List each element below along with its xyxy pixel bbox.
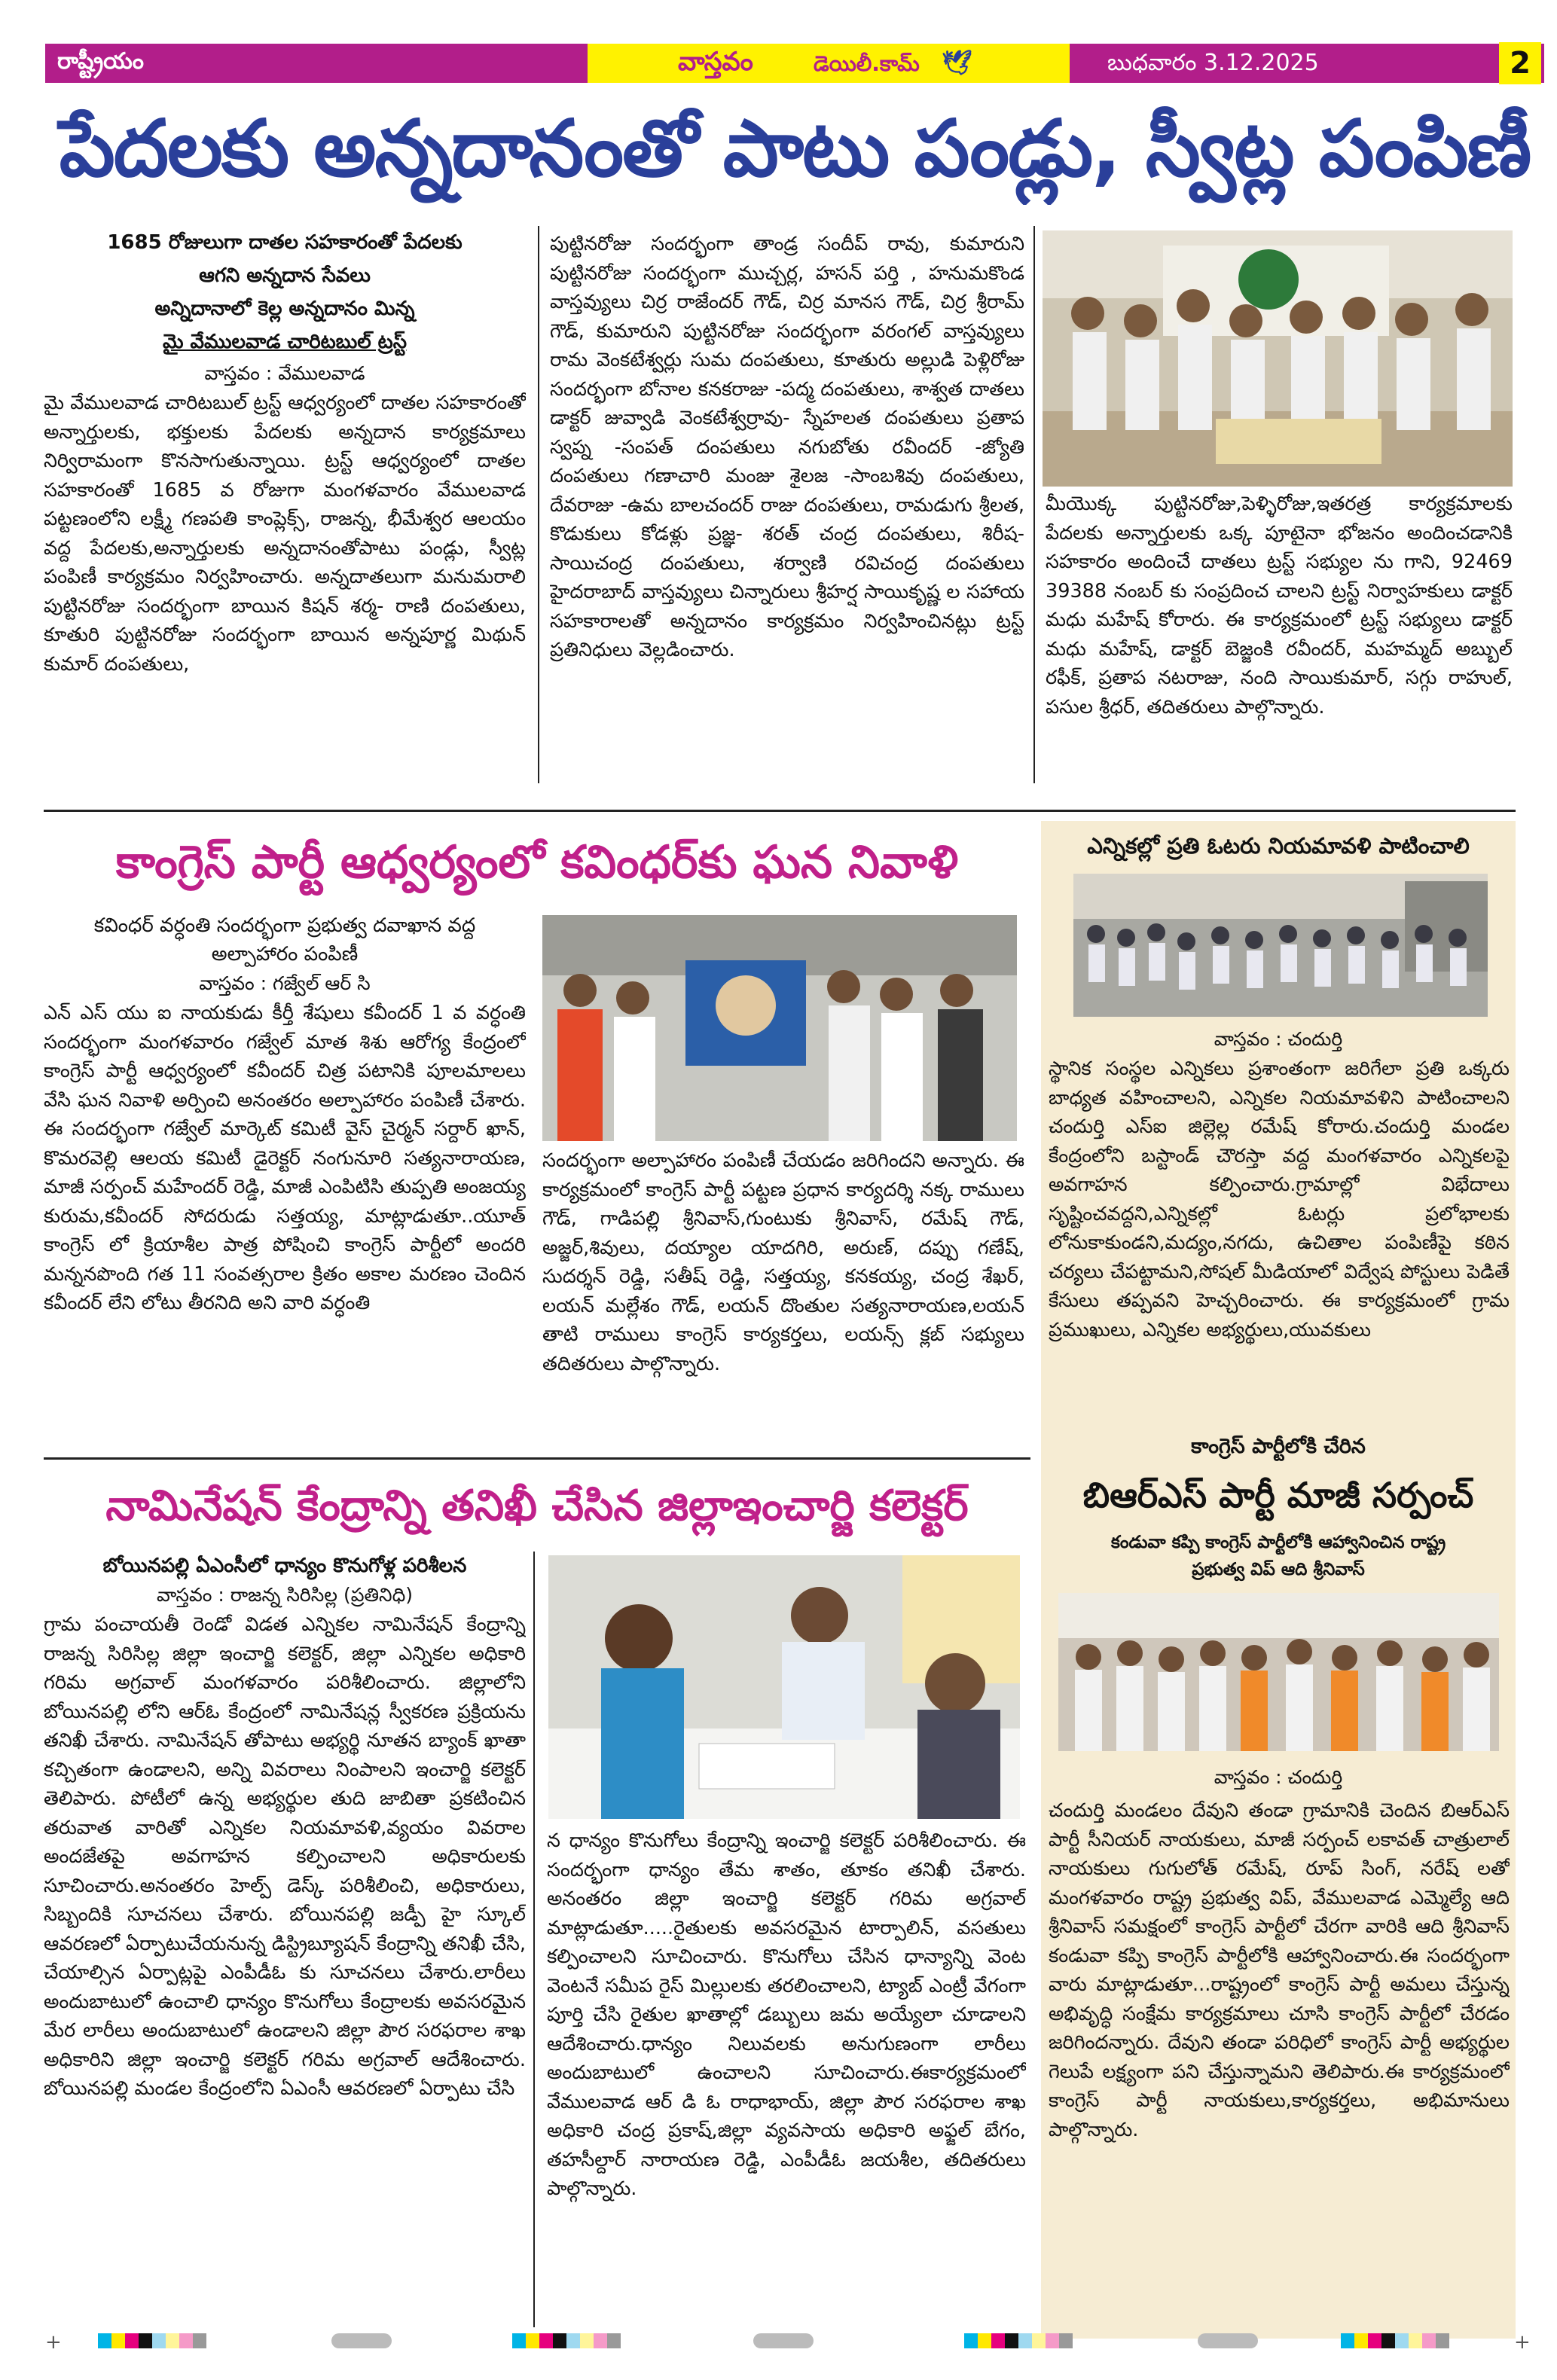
article2-sub-1: కవింధర్ వర్ధంతి సందర్భంగా ప్రభుత్వ దవాఖాన వద్ద (93, 914, 476, 937)
sidebar2-text: చందుర్తి మండలం దేవుని తండా గ్రామానికి చెందిన బిఆర్ఎస్ పార్టీ సీనియర్ నాయకులు, మాజీ సర్పంచ్ లకావత్ చాత్రులాల్ నాయకులు గుగులోత్ రమేష్, రూప్ సింగ్, నరేష్ లతో మంగళవారం రాష్ట్ర ప్రభుత్వ విప్, వేములవాడ ఎమ్మెల్యే ఆది శ్రీనివాస్ సమక్షంలో కాంగ్రెస్ పార్టీలో చేరగా వారికి ఆది శ్రీనివాస్ కండువా కప్పి కాంగ్రెస్ పార్టీలోకి ఆహ్వానించారు.ఈ సందర్భంగా వారు మాట్లాడుతూ...రాష్ట్రంలో కాంగ్రెస్ పార్టీ అమలు చేస్తున్న అభివృద్ధి సంక్షేమ కార్యక్రమాలు చూసి కాంగ్రెస్ పార్టీలో చేరడం జరిగిందన్నారు. దేవుని తండా పరిధిలో కాంగ్రెస్ పార్టీ అభ్యర్థుల గెలుపే లక్ష్యంగా పని చేస్తున్నామని తెలిపారు.ఈ కార్యక్రమంలో కాంగ్రెస్ పార్టీ నాయకులు,కార్యకర్తలు, అభిమానులు పాల్గొన్నారు. (1049, 1799, 1510, 2141)
article1-sub-3: అన్నిదానాలో కెల్ల అన్నదానం మిన్న (154, 298, 415, 320)
article2-column-2 (542, 1146, 1024, 1455)
article1-caption-block (1046, 490, 1513, 791)
sidebar1-text: స్థానిక సంస్థల ఎన్నికలు ప్రశాంతంగా జరిగేలా ప్రతి ఒక్కరు బాధ్యత వహించాలని, ఎన్నికల నియమావళిని పాటించాలని చందుర్తి ఎస్ఐ జిల్లెల్ల రమేష్ కోరారు.చందుర్తి మండల కేంద్రంలోని బస్టాండ్ చౌరస్తా వద్ద మంగళవారం ఎన్నికలపై అవగాహన కల్పించారు.గ్రామాల్లో విభేదాలు సృష్టించవద్దని,ఎన్నికల్లో ఓటర్లు ప్రలోభాలకు లోనుకాకుండని,మద్యం,నగదు, ఉచితాల పంపిణీపై కఠిన చర్యలు చేపట్టామని,సోషల్ మీడియాలో విద్వేష పోస్టులు పెడితే కేసులు తప్పవని హెచ్చరించారు. ఈ కార్యక్రమంలో గ్రామ ప్రముఖులు, ఎన్నికల అభ్యర్థులు,యువకులు (1049, 1057, 1510, 1341)
page-number: 2 (1499, 42, 1541, 84)
article3-sub-1: బోయినపల్లి ఏఎంసీలో ధాన్యం కొనుగోళ్ల పరిశీలన (102, 1555, 467, 1577)
sidebar2-sub-1: కండువా కప్పి కాంగ్రెస్ పార్టీలోకి ఆహ్వానించిన రాష్ట్ర (1110, 1533, 1446, 1552)
article2-text-2: సందర్భంగా అల్పాహారం పంపిణీ చేయడం జరిగిందని అన్నారు. ఈ కార్యక్రమంలో కాంగ్రెస్ పార్టీ పట్టణ ప్రధాన కార్యదర్శి నక్క రాములు గౌడ్, గాడిపల్లి శ్రీనివాస్,గుంటుకు శ్రీనివాస్, రమేష్ గౌడ్, అజ్జర్,శివులు, దయ్యాల యాదగిరి, అరుణ్, దప్పు గణేష్, సుదర్శన్ రెడ్డి, సతీష్ రెడ్డి, సత్తయ్య, కనకయ్య, చంద్ర శేఖర్, లయన్ మల్లేశం గౌడ్, లయన్ దొంతుల సత్యనారాయణ,లయన్ తాటి రాములు కాంగ్రెస్ కార్యకర్తలు, లయన్స్ క్లబ్ సభ్యులు తదితరులు పాల్గొన్నారు. (542, 1149, 1024, 1375)
sidebar2-sub-2: ప్రభుత్వ విప్ ఆది శ్రీనివాస్ (1192, 1560, 1365, 1579)
issue-date: బుధవారం 3.12.2025 (1107, 50, 1319, 76)
gray-bar (331, 2333, 392, 2348)
crop-mark: + (1514, 2331, 1531, 2354)
color-bar (1341, 2333, 1449, 2348)
article1-caption: మీయొక్క పుట్టినరోజు,పెళ్ళిరోజు,ఇతరత్ర కార్యక్రమాలకు పేదలకు అన్నార్తులకు ఒక్క పూటైనా భోజనం అందించడానికి సహకారం అందించే దాతలు ట్రస్ట్ సభ్యుల ను గాని, 92469 39388 నంబర్ కు సంప్రదించ చాలని ట్రస్ట్ నిర్వాహకులు డాక్టర్ మధు మహేష్ కోరారు. ఈ కార్యక్రమంలో ట్రస్ట్ సభ్యులు డాక్టర్ మధు మహేష్, డాక్టర్ బెజ్జంకి రవీందర్, మహమ్మద్ అబ్బుల్ రఫీక్, ప్రతాప నటరాజు, నంది సాయికుమార్, సగ్గు రాహుల్, పసుల శ్రీధర్, తదితరులు పాల్గొన్నారు. (1046, 493, 1513, 719)
sidebar2-headline: బిఆర్ఎస్ పార్టీ మాజీ సర్పంచ్ (1082, 1475, 1474, 1515)
sidebar2-kicker: కాంగ్రెస్ పార్టీలోకి చేరిన (1191, 1435, 1366, 1458)
article2-dateline: వాస్తవం : గజ్వేల్ ఆర్ సి (199, 972, 371, 994)
article1-text-1: మై వేములవాడ చారిటబుల్ ట్రస్ట్ ఆధ్వర్యంలో దాతల సహకారంతో అన్నార్తులకు, భక్తులకు పేదలకు అన్నదాన కార్యక్రమాలు నిర్విరామంగా కొనసాగుతున్నాయి. ట్రస్ట్ ఆధ్వర్యంలో దాతల సహకారంతో 1685 వ రోజుగా మంగళవారం వేములవాడ పట్టణంలోని లక్ష్మీ గణపతి కాంప్లెక్స్, రాజన్న, భీమేశ్వర ఆలయం వద్ద పేదలకు,అన్నార్తులకు అన్నదానంతోపాటు పండ్లు, స్వీట్ల పంపిణీ కార్యక్రమం నిర్వహించారు. అన్నదాతలుగా మనుమరాలి పుట్టినరోజు సందర్భంగా బాయిన కిషన్ శర్మ- రాణి దంపతులు, కూతురి పుట్టినరోజు సందర్భంగా బాయిన అన్నపూర్ణ మిథున్ కుమార్ దంపతులు, (44, 392, 526, 676)
article2-text-1: ఎన్ ఎస్ యు ఐ నాయకుడు కీర్తీ శేషులు కవీందర్ 1 వ వర్ధంతి సందర్భంగా మంగళవారం గజ్వేల్ మాత శిశు ఆరోగ్య కేంద్రంలో కాంగ్రెస్ పార్టీ ఆధ్వర్యంలో కవీందర్ చిత్ర పటానికి పూలమాలలు వేసి ఘన నివాళి అర్పించి అనంతరం అల్పాహారం పంపిణీ చేశారు. ఈ సందర్భంగా గజ్వేల్ మార్కెట్ కమిటీ వైస్ చైర్మన్ సర్దార్ ఖాన్, కొమరవెల్లి ఆలయ కమిటీ డైరెక్టర్ నంగునూరి సత్యనారాయణ, మాజీ సర్పంచ్ మహేందర్ రెడ్డి, మాజీ ఎంపిటిసి తుప్పతి అంజయ్య కురుమ,కవీందర్ సోదరుడు సత్తయ్య, మాట్లాడుతూ..యూత్ కాంగ్రెస్ లో క్రియాశీల పాత్ర పోషించి కాంగ్రెస్ పార్టీలో అందరి మన్ననపొంది గత 11 సంవత్సరాల క్రితం అకాల మరణం చెందిన కవీందర్ లేని లోటు తీరనిది అని వారి వర్ధంతి (44, 1002, 526, 1314)
column-divider (1033, 226, 1035, 783)
article1-photo (1043, 230, 1513, 487)
sidebar1-body (1049, 1054, 1510, 1423)
column-divider (533, 1552, 535, 2327)
header-bar (45, 44, 1544, 83)
article1-headline: పేదలకు అన్నదానంతో పాటు పండ్లు, స్వీట్ల పంపిణీ (59, 102, 1531, 194)
article2-photo (542, 915, 1017, 1141)
section-label: రాష్ట్రీయం (57, 48, 144, 75)
sidebar2-dateline: వాస్తవం : చందుర్తి (1214, 1766, 1343, 1788)
sidebar1-photo (1073, 874, 1488, 1017)
article3-text-1: గ్రామ పంచాయతీ రెండో విడత ఎన్నికల నామినేషన్ కేంద్రాన్ని రాజన్న సిరిసిల్ల జిల్లా ఇంచార్జి కలెక్టర్, జిల్లా ఎన్నికల అధికారి గరిమ అగ్రవాల్ మంగళవారం పరిశీలించారు. జిల్లాలోని బోయినపల్లి లోని ఆర్ఓ కేంద్రంలో నామినేషన్ల స్వీకరణ ప్రక్రియను తనిఖీ చేశారు. నామినేషన్ తోపాటు అభ్యర్థి నూతన బ్యాంక్ ఖాతా కచ్చితంగా ఉండాలని, అన్ని వివరాలు నింపాలని ఇంచార్జి కలెక్టర్ తెలిపారు. పోటీలో ఉన్న అభ్యర్థుల తుది జాబితా ప్రకటించిన తరువాత వారితో ఎన్నికల నియమావళి,వ్యయం వివరాల అందజేతపై అవగాహన కల్పించాలని అధికారులకు సూచించారు.అనంతరం హెల్ప్ డెస్క్ పరిశీలించి, అధికారులు, సిబ్బందికి సూచనలు చేశారు. బోయినపల్లి జడ్పీ హై స్కూల్ ఆవరణలో ఏర్పాటుచేయనున్న డిస్ట్రిబ్యూషన్ కేంద్రాన్ని తనిఖీ చేసి, చేయాల్సిన ఏర్పాట్లపై ఎంపీడీఓ కు సూచనలు చేశారు.లారీలు అందుబాటులో ఉంచాలి ధాన్యం కొనుగోలు కేంద్రాలకు అవసరమైన మేర లారీలు అందుబాటులో ఉండాలని జిల్లా పౌర సరఫరాల శాఖ అధికారిని జిల్లా ఇంచార్జి కలెక్టర్ గరిమ అగ్రవాల్ ఆదేశించారు. బోయినపల్లి మండల కేంద్రంలోని ఏఎంసీ ఆవరణలో ఏర్పాటు చేసి (44, 1613, 526, 2100)
article2-sub-2: అల్పాహారం పంపిణీ (211, 943, 359, 966)
article1-column-2 (550, 230, 1024, 802)
crop-mark: + (45, 2331, 62, 2354)
sidebar2-photo (1058, 1593, 1499, 1751)
article2-headline: కాంగ్రెస్ పార్టీ ఆధ్వర్యంలో కవింధర్‌కు ఘన నివాళి (115, 836, 959, 889)
article1-sub-2: ఆగని అన్నదాన సేవలు (199, 264, 371, 287)
sidebar1-headline: ఎన్నికల్లో ప్రతి ఓటరు నియమావళి పాటించాలి (1087, 833, 1470, 859)
article3-column-2 (547, 1826, 1026, 2339)
gray-bar (1198, 2333, 1258, 2348)
color-bar (512, 2333, 621, 2348)
article1-column-1 (44, 226, 526, 798)
color-bar (98, 2333, 206, 2348)
article3-text-2: న ధాన్యం కొనుగోలు కేంద్రాన్ని ఇంచార్జి కలెక్టర్ పరిశీలించారు. ఈ సందర్భంగా ధాన్యం తేమ శాతం, తూకం తనిఖీ చేశారు. అనంతరం జిల్లా ఇంచార్జి కలెక్టర్ గరిమ అగ్రవాల్ మాట్లాడుతూ.....రైతులకు అవసరమైన టార్పాలిన్, వసతులు కల్పించాలని సూచించారు. కొనుగోలు చేసిన ధాన్యాన్ని వెంట వెంటనే సమీప రైస్ మిల్లులకు తరలించాలని, ట్యాబ్ ఎంట్రీ వేగంగా పూర్తి చేసి రైతుల ఖాతాల్లో డబ్బులు జమ అయ్యేలా చూడాలని ఆదేశించారు.ధాన్యం నిలువలకు అనుగుణంగా లారీలు అందుబాటులో ఉంచాలని సూచించారు.ఈకార్యక్రమంలో వేములవాడ ఆర్ డి ఓ రాధాభాయ్, జిల్లా పౌర సరఫరాల శాఖ అధికారి చంద్ర ప్రకాష్,జిల్లా వ్యవసాయ అధికారి అఫ్జల్ బేగం, తహసీల్దార్ నారాయణ రెడ్డి, ఎంపీడీఓ జయశీల, తదితరులు పాల్గొన్నారు. (547, 1829, 1026, 2200)
masthead-title: వాస్తవం (678, 47, 753, 77)
column-divider (538, 226, 539, 783)
color-bar (964, 2333, 1073, 2348)
article3-photo (548, 1555, 1020, 1819)
article3-headline: నామినేషన్ కేంద్రాన్ని తనిఖీ చేసిన జిల్లాఇంచార్జి కలెక్టర్ (105, 1481, 969, 1530)
article3-dateline: వాస్తవం : రాజన్న సిరిసిల్ల (ప్రతినిధి) (157, 1584, 413, 1606)
masthead-subtitle: డెయిలీ.కామ్ (814, 51, 920, 76)
bird-icon: 🕊 (942, 48, 972, 77)
section-rule (44, 1457, 1030, 1460)
sidebar2-body (1049, 1796, 1510, 2324)
section-rule (44, 810, 1516, 812)
gray-bar (753, 2333, 814, 2348)
article2-column-1 (44, 911, 526, 1454)
article1-text-2: పుట్టినరోజు సందర్భంగా తాండ్ర సందీప్ రావు, కుమారుని పుట్టినరోజు సందర్భంగా ముచ్చర్ల, హసన్ పర్తి , హనుమకొండ వాస్తవ్యులు చిర్ర రాజేందర్ గౌడ్, చిర్ర మానస గౌడ్, చిర్ర శ్రీరామ్ గౌడ్, కుమారుని పుట్టినరోజు సందర్భంగా వరంగల్ వాస్తవ్యులు రామ వెంకటేశ్వర్లు సుమ దంపతులు, కూతురు అల్లుడి పెళ్లిరోజు సందర్భంగా బోనాల కనకరాజు -పద్మ దంపతులు, శాశ్వత దాతలు డాక్టర్ జువ్వాడి వెంకటేశ్వర్రావు- స్నేహలత దంపతులు ప్రతాప స్వప్న -సంపత్ దంపతులు నగుబోతు రవీందర్ -జ్యోతి దంపతులు గణాచారి మంజు శైలజ -సాంబశివు దంపతులు, దేవరాజు -ఉమ బాలచందర్ రాజు దంపతులు, రామడుగు శ్రీలత, కొడుకులు కోడళ్లు ప్రజ్ఞ- శరత్ చంద్ర దంపతులు, శిరీష- సాయిచంద్ర దంపతులు, శర్వాణి రవిచంద్ర దంపతులు హైదరాబాద్ వాస్తవ్యులు చిన్నారులు శ్రీహర్ష సాయికృష్ణ ల సహాయ సహకారాలతో అన్నదానం కార్యక్రమం నిర్వహించినట్లు ట్రస్ట్ ప్రతినిధులు వెల్లడించారు. (550, 233, 1024, 661)
masthead (588, 44, 1070, 83)
article1-dateline: వాస్తవం : వేములవాడ (204, 362, 365, 384)
article1-sub-1: 1685 రోజులుగా దాతల సహకారంతో పేదలకు (107, 231, 463, 254)
sidebar1-dateline: వాస్తవం : చందుర్తి (1214, 1028, 1343, 1050)
article1-sub-4: మై వేములవాడ చారిటబుల్ ట్రస్ట్ (163, 331, 407, 353)
article3-column-1 (44, 1552, 526, 2335)
